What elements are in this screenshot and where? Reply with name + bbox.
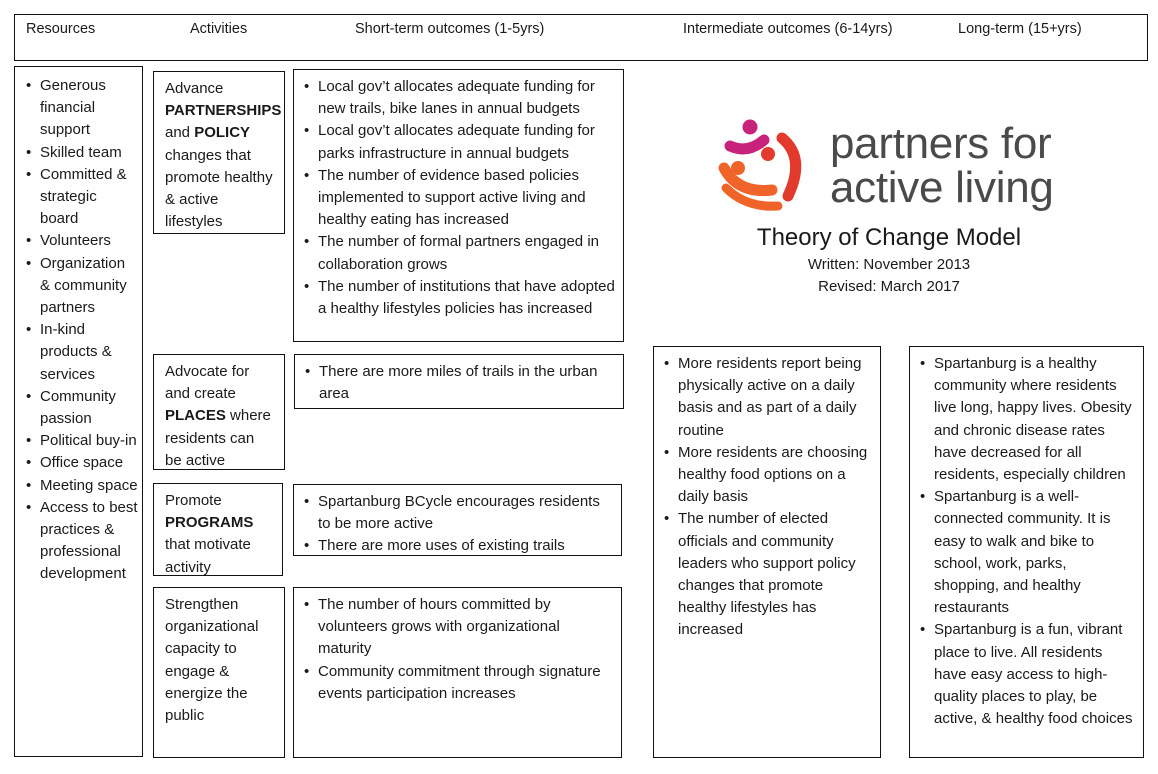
resource-item: • Generous financial support [26, 75, 138, 142]
short-term-item: • The number of institutions that have adopted a healthy lifestyles policies has increased [304, 276, 615, 320]
activity-places [153, 354, 285, 470]
activity-text: that motivate activity [165, 536, 251, 576]
short-term-item: • Community commitment through signature events participation increases [304, 661, 613, 705]
activity-partnerships-policy [153, 71, 285, 234]
intermediate-item: • More residents are choosing healthy food options on a daily basis [664, 442, 872, 509]
short-term-box-4 [293, 587, 622, 758]
resource-item: • Access to best practices & professional development [26, 497, 138, 586]
intermediate-item: • The number of elected officials and community leaders who support policy changes that promote healthy lifestyles has increased [664, 508, 872, 641]
long-term-box [909, 346, 1144, 758]
written-date: Written: November 2013 [807, 256, 971, 273]
header-long-term: Long-term (15+yrs) [958, 21, 1082, 37]
revised-date: Revised: March 2017 [818, 278, 960, 295]
header-intermediate: Intermediate outcomes (6-14yrs) [683, 21, 893, 37]
logo [712, 110, 1072, 220]
activity-keyword: PROGRAMS [165, 514, 254, 532]
activity-text: changes that promote healthy & active lifestyles [165, 146, 273, 231]
logo-text-line2: active living [830, 163, 1054, 212]
activity-text: where residents can be active [165, 407, 271, 469]
activity-text: and [165, 124, 191, 142]
page-title: Theory of Change Model [756, 224, 1022, 251]
short-term-box-3 [293, 484, 622, 556]
resource-item: • Committed & strategic board [26, 164, 138, 231]
short-term-item: • The number of hours committed by volunteers grows with organizational maturity [304, 594, 613, 661]
activity-text: Advance [165, 80, 224, 97]
resources-list [26, 75, 138, 586]
intermediate-item: • More residents report being physically active on a daily basis and as part of a daily routine [664, 353, 872, 442]
long-term-item: • Spartanburg is a fun, vibrant place to live. All residents have easy access to high-quality places to play, be active, & healthy food choices [920, 619, 1135, 730]
long-term-item: • Spartanburg is a healthy community where residents live long, happy lives. Obesity and chronic disease rates have decreased for all residents, especially children [920, 353, 1135, 486]
resources-box [14, 66, 143, 757]
activity-text: Advocate for and create [165, 363, 250, 403]
activity-keyword: POLICY [194, 124, 251, 142]
short-term-box-2 [294, 354, 624, 409]
short-term-item: • The number of evidence based policies implemented to support active living and healthy eating has increased [304, 165, 615, 232]
header-resources: Resources [26, 21, 96, 37]
resource-item: • Volunteers [26, 230, 138, 252]
activity-programs [153, 483, 283, 576]
resource-item: • Office space [26, 452, 138, 474]
intermediate-box [653, 346, 881, 758]
short-term-box-1 [293, 69, 624, 342]
short-term-item: • There are more miles of trails in the urban area [305, 361, 615, 405]
long-term-item: • Spartanburg is a well-connected community. It is easy to walk and bike to school, work, parks, shopping, and healthy restaurants [920, 486, 1135, 619]
resource-item: • Skilled team [26, 142, 138, 164]
logo-mark-icon [712, 110, 822, 220]
title-block [700, 222, 1078, 298]
resource-item: • Community passion [26, 386, 138, 430]
activity-text: Promote [165, 492, 222, 509]
activity-keyword: PARTNERSHIPS [165, 102, 282, 120]
activity-text: Strengthen organizational capacity to engage & energize the public [165, 596, 259, 725]
header-activities: Activities [190, 21, 248, 37]
resource-item: • Meeting space [26, 475, 138, 497]
short-term-item: • There are more uses of existing trails [304, 535, 613, 556]
short-term-item: • Spartanburg BCycle encourages residents to be more active [304, 491, 613, 535]
activity-keyword: PLACES [165, 407, 226, 425]
activity-capacity [153, 587, 285, 758]
short-term-item: • Local gov’t allocates adequate funding for new trails, bike lanes in annual budgets [304, 76, 615, 120]
logo-text-line1: partners for [830, 119, 1052, 168]
short-term-item: • Local gov’t allocates adequate funding for parks infrastructure in annual budgets [304, 120, 615, 164]
short-term-item: • The number of formal partners engaged in collaboration grows [304, 231, 615, 275]
header-short-term: Short-term outcomes (1-5yrs) [355, 21, 545, 37]
resource-item: • Political buy-in [26, 430, 138, 452]
resource-item: • Organization & community partners [26, 253, 138, 320]
resource-item: • In-kind products & services [26, 319, 138, 386]
